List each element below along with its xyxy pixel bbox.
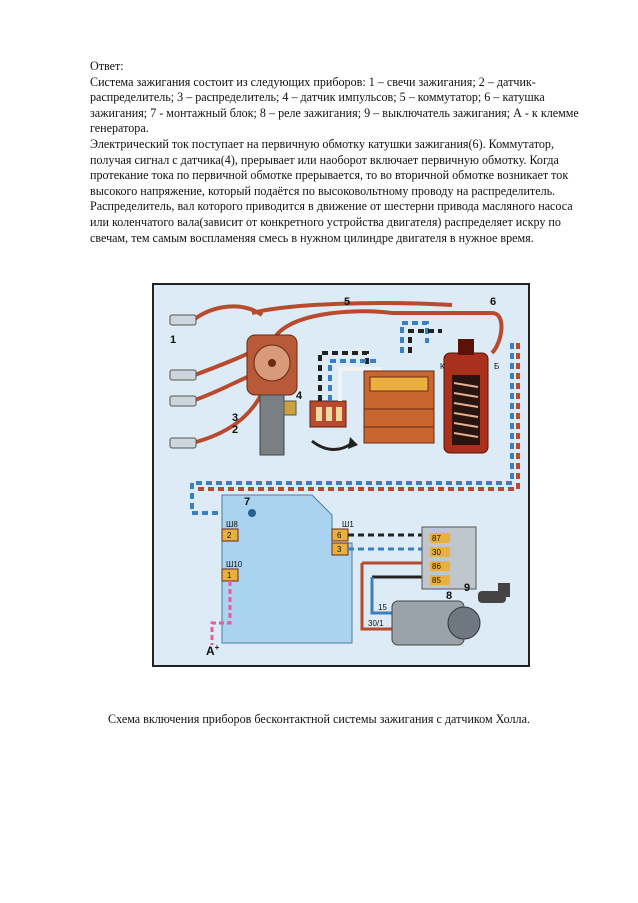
callout-9: 9 [464,582,471,594]
answer-text [90,59,590,246]
callout-7: 7 [244,496,251,508]
coil-terminal-k: К [440,362,445,371]
relay-pin-85: 85 [432,576,441,585]
coil-terminal-b: Б [494,362,500,371]
answer-paragraph-2: Электрический ток поступает на первичную обмотку катушки зажигания(6). Коммутатор, получая сигнал с датчика(4), прерывает или наоборот включает первичную обмотку. Когда протекание тока по первичной обмотке прерывается, то во вторичной обмотке возникает ток высокого напряжение, который подаётся по высоковольтному проводу на распределитель. Распределитель, вал которого приводится в движение от шестерни привода масляного насоса или коленчатого вала(зависит от конкретного устройства двигателя) распределяет искру по свечам, тем самым воспламеняя смесь в нужном цилиндре двигателя в нужное время. [90,136,573,245]
diagram-caption: Схема включения приборов бесконтактной системы зажигания с датчиком Холла. [108,712,530,726]
terminal-a-label: A+ [206,643,220,658]
callout-5: 5 [344,296,351,308]
ignition-relay [422,527,476,589]
block-pin-3: 3 [337,545,342,554]
ignition-wiring-diagram [152,283,530,667]
mounting-block [222,495,352,643]
connector-sh1: Ш1 [342,520,354,529]
relay-pin-87: 87 [432,534,441,543]
callout-6: 6 [490,296,497,308]
connector-sh8: Ш8 [226,520,238,529]
commutator [364,371,434,443]
block-pin-1: 1 [227,571,232,580]
callout-2: 2 [232,424,239,436]
answer-paragraph-1: Система зажигания состоит из следующих приборов: 1 – свечи зажигания; 2 – датчик-распределитель; 3 – распределитель; 4 – датчик импульсов; 5 – коммутатор; 6 – катушка зажигания; 7 - монтажный блок; 8 – реле зажигания; 9 – выключатель зажигания; А - к клемме генератора. [90,74,579,136]
switch-terminal-15: 15 [378,603,387,612]
relay-pin-86: 86 [432,562,441,571]
connector-sh10: Ш10 [226,560,243,569]
callout-4: 4 [296,390,303,402]
switch-terminal-30-1: 30/1 [368,619,384,628]
ignition-coil [444,339,488,453]
block-pin-2: 2 [227,531,232,540]
callout-1: 1 [170,334,177,346]
relay-pin-30: 30 [432,548,441,557]
answer-label: Ответ: [90,59,124,73]
callout-8: 8 [446,590,453,602]
callout-3: 3 [232,412,239,424]
block-pin-6: 6 [337,531,342,540]
